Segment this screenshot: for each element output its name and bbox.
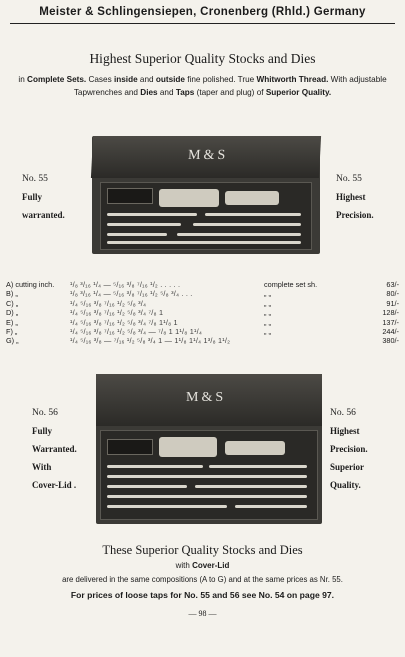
row-price: 128/- <box>382 308 399 318</box>
set55-fully: Fully <box>22 192 43 202</box>
set56-number: No. 56 <box>32 408 58 418</box>
intro-text: and <box>139 75 154 84</box>
row-label: E) „ <box>6 317 18 327</box>
set55-left-caption <box>22 170 82 224</box>
set56-warranted: Warranted. <box>32 444 77 454</box>
row-sizes: ¹/₄ ⁵/₁₆ ³/₈ ⁷/₁₆ ¹/₂ ⁵/₈ ³/₄ <box>70 298 147 308</box>
row-sizes: ¹/₄ ⁵/₁₆ ³/₈ — ⁷/₁₆ ¹/₂ ⁵/₈ ³/₄ 1 — 1¹/₈ 1¹/₄ 1³/₈ 1¹/₂ <box>70 336 231 346</box>
set55-number: No. 55 <box>22 174 48 184</box>
set55-highest: Highest <box>336 192 366 202</box>
row-note: „ „ <box>264 308 271 318</box>
row-note: „ „ <box>264 327 271 336</box>
set56-number-right: No. 56 <box>330 408 356 418</box>
intro-text: in <box>18 75 25 84</box>
table-row <box>6 280 401 289</box>
set56-with: With <box>32 462 52 472</box>
row-note: „ „ <box>264 298 271 308</box>
page-title: Highest Superior Quality Stocks and Dies <box>89 51 316 66</box>
page-number: — 98 — <box>188 609 217 618</box>
intro-bold: Superior Quality. <box>265 87 332 97</box>
row-price: 63/- <box>386 280 399 289</box>
row-note: complete set sh. <box>264 280 318 289</box>
row-price: 244/- <box>382 327 399 336</box>
set55-case-illustration <box>92 136 320 254</box>
header-rule <box>10 23 395 24</box>
set56-superior: Superior <box>330 462 365 472</box>
set56-precision: Precision. <box>330 444 368 454</box>
intro-text: and <box>159 87 174 97</box>
table-row <box>6 289 401 298</box>
row-label: G) „ <box>6 336 19 346</box>
with-cover-lid <box>0 561 405 570</box>
set56-lid-logo: M&S <box>186 390 227 405</box>
set56-tray <box>100 430 318 520</box>
with-word: with <box>175 561 190 570</box>
set55-lid <box>91 136 321 178</box>
set55-tray <box>100 182 312 250</box>
row-sizes: ¹/₈ ³/₁₆ ¹/₄ — ⁵/₁₆ ³/₈ ⁷/₁₆ ¹/₂ ⁵/₈ ³/₄ . . . <box>70 289 193 299</box>
table-row <box>6 308 401 317</box>
table-row <box>6 327 401 336</box>
set56-case-illustration <box>96 374 322 524</box>
row-sizes: ¹/₄ ⁵/₁₆ ³/₈ ⁷/₁₆ ¹/₂ ⁵/₈ ³/₄ ⁷/₈ 1¹/₈ 1 <box>70 317 178 327</box>
set56-right-caption <box>330 404 400 494</box>
row-label: F) „ <box>6 327 18 336</box>
intro-text: fine polished. True <box>187 75 255 84</box>
intro-bold: Dies <box>140 87 158 97</box>
table-row <box>6 336 401 345</box>
row-sizes: ¹/₈ ³/₁₆ ¹/₄ — ⁵/₁₆ ³/₈ ⁷/₁₆ ¹/₂ . . . . . <box>70 280 181 289</box>
row-label: C) „ <box>6 298 19 308</box>
intro-bold: inside <box>113 75 138 84</box>
same-compositions-note: are delivered in the same compositions (A to G) and at the same prices as Nr. 55. <box>62 575 343 584</box>
set56-lid <box>96 374 322 426</box>
set56-quality: Quality. <box>330 480 361 490</box>
row-note: „ „ <box>264 289 271 299</box>
loose-taps-note: For prices of loose taps for No. 55 and 56 see No. 54 on page 97. <box>70 590 335 600</box>
cover-lid-word: Cover-Lid <box>192 561 230 570</box>
row-label: A) cutting inch. <box>6 280 55 289</box>
set55-right-caption <box>336 170 400 224</box>
row-price: 137/- <box>382 317 399 327</box>
intro-paragraph <box>14 74 391 99</box>
row-note: „ „ <box>264 317 271 327</box>
set56-cover-lid: Cover-Lid . <box>32 480 77 490</box>
set56-highest: Highest <box>330 426 360 436</box>
intro-text: Cases <box>88 75 112 84</box>
intro-text: (taper and plug) of <box>196 87 264 97</box>
row-price: 91/- <box>386 298 399 308</box>
set55-lid-logo: M&S <box>187 148 229 163</box>
set55-precision: Precision. <box>336 210 374 220</box>
bottom-title: These Superior Quality Stocks and Dies <box>102 543 303 557</box>
table-row <box>6 299 401 308</box>
table-row <box>6 318 401 327</box>
page-header: Meister & Schlingensiepen, Cronenberg (Rhld.) Germany <box>39 6 366 18</box>
row-sizes: ¹/₄ ⁵/₁₆ ³/₈ ⁷/₁₆ ¹/₂ ⁵/₈ ³/₄ ⁷/₈ 1 <box>70 308 164 318</box>
intro-bold: Complete Sets. <box>27 75 87 84</box>
intro-bold: Whitworth Thread. <box>256 75 329 84</box>
row-price: 80/- <box>386 289 399 299</box>
set56-left-caption <box>32 404 102 494</box>
intro-text: With adjustable Tapwrenches and <box>73 75 387 97</box>
row-label: B) „ <box>6 289 18 299</box>
row-price: 380/- <box>382 336 399 346</box>
row-sizes: ¹/₄ ⁵/₁₆ ³/₈ ⁷/₁₆ ¹/₂ ⁵/₈ ³/₄ — ⁷/₈ 1 1¹/₈ 1¹/₄ <box>70 327 203 336</box>
intro-bold: Taps <box>175 87 195 97</box>
set55-number-right: No. 55 <box>336 174 362 184</box>
intro-bold: outside <box>155 75 185 84</box>
row-label: D) „ <box>6 308 19 318</box>
set56-fully: Fully <box>32 426 53 436</box>
set55-warranted: warranted. <box>22 210 65 220</box>
